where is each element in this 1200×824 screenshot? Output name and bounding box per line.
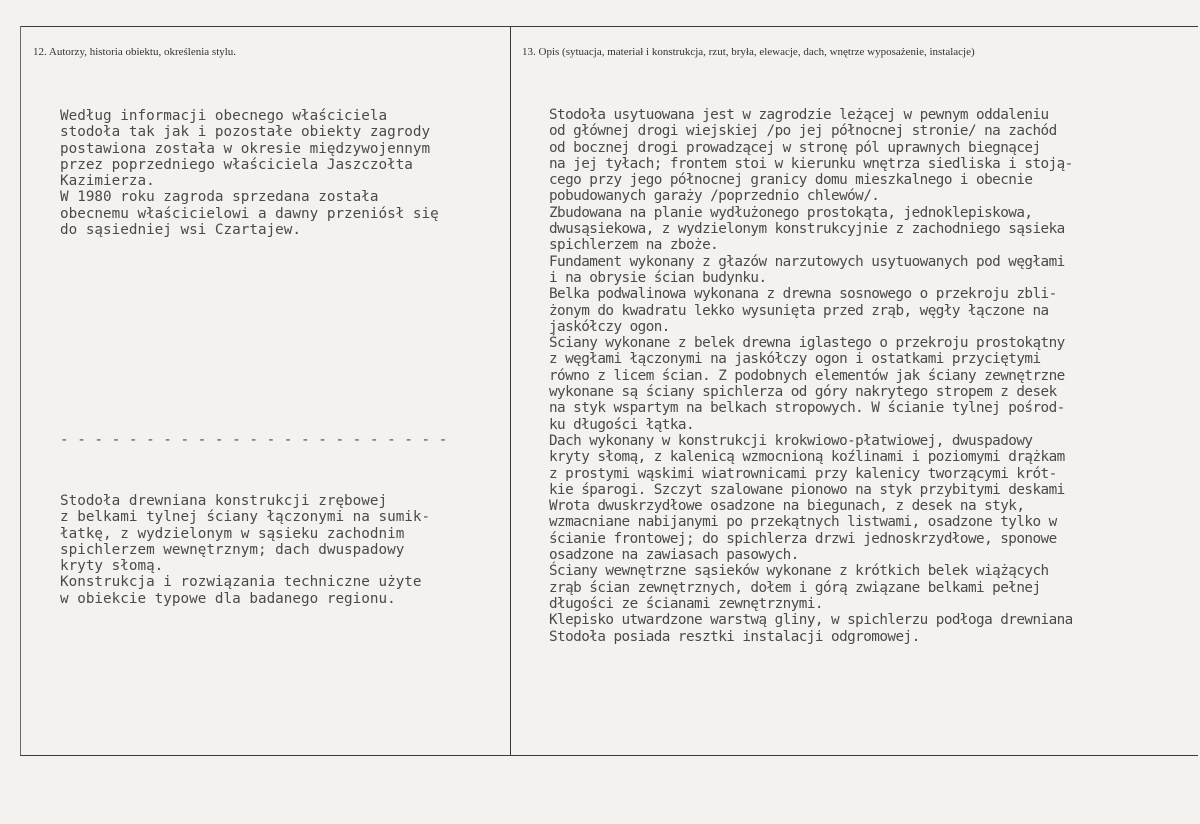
text-line: żonym do kwadratu lekko wysunięta przed zrąb, węgły łączone na [549,302,1049,319]
text-line: kie śparogi. Szczyt szalowane pionowo na styk przybitymi deskami [549,481,1065,498]
text-line: Ściany wykonane z belek drewna iglastego o przekroju prostokątny [549,335,1065,352]
text-line: od bocznej drogi prowadzącej w stronę pól uprawnych biegnącej [549,139,1041,156]
text-line: na jej tyłach; frontem stoi w kierunku wnętrza siedliska i stoją- [549,155,1073,172]
style-summary-text [60,493,430,607]
text-line: spichlerzem na zboże. [549,237,719,254]
text-line: do sąsiedniej wsi Czartajew. [60,222,302,239]
text-line: Kazimierza. [60,173,155,190]
text-line: osadzone na zawiasach pasowych. [549,547,799,564]
text-line: wzmacniane nabijanymi po przekątnych listwami, osadzone tylko w [549,514,1057,531]
section-13-heading: 13. Opis (sytuacja, materiał i konstrukcja, rzut, bryła, elewacje, dach, wnętrze wyposażenie, instalacje) [522,46,975,58]
text-line: kryty słomą, z kalenicą wzmocnioną koźlinami i poziomymi drążkam [549,449,1065,466]
column-divider [510,26,511,755]
text-line: postawiona została w okresie międzywojennym [60,140,431,157]
text-line: od głównej drogi wiejskiej /po jej północnej stronie/ na zachód [549,123,1057,140]
text-line: Stodoła drewniana konstrukcji zrębowej [60,493,388,509]
history-text [60,108,439,238]
text-line: z węgłami łączonymi na jaskółczy ogon i ostatkami przyciętymi [549,351,1041,368]
text-line: przez poprzedniego właściciela Jaszczołta [60,156,413,173]
text-line: Według informacji obecnego właściciela [60,108,388,124]
bottom-rule [20,755,1198,756]
description-text [549,107,1073,645]
text-line: Dach wykonany w konstrukcji krokwiowo-płatwiowej, dwuspadowy [549,432,1033,449]
text-line: dwusąsiekowa, z wydzielonym konstrukcyjnie z zachodniego sąsieka [549,221,1065,238]
text-line: długości ze ścianami zewnętrznymi. [549,595,823,612]
text-line: zrąb ścian zewnętrznych, dołem i górą związane belkami pełnej [549,579,1041,596]
text-line: Zbudowana na planie wydłużonego prostokąta, jednoklepiskowa, [549,204,1033,221]
text-line: Fundament wykonany z głazów narzutowych usytuowanych pod węgłami [549,253,1065,270]
text-line: jaskółczy ogon. [549,318,670,335]
text-line: stodoła tak jak i pozostałe obiekty zagrody [60,124,431,141]
text-line: spichlerzem wewnętrznym; dach dwuspadowy [60,541,405,558]
text-line: ścianie frontowej; do spichlerza drzwi jednoskrzydłowe, sponowe [549,530,1057,547]
text-line: Stodoła posiada resztki instalacji odgromowej. [549,628,920,645]
dashed-separator: - - - - - - - - - - - - - - - - - - - - - - - [60,432,448,448]
left-border [20,26,21,755]
text-line: Wrota dwuskrzydłowe osadzone na biegunach, z desek na styk, [549,498,1025,515]
text-line: wykonane są ściany spichlerza od góry nakrytego stropem z desek [549,384,1057,401]
text-line: i na obrysie ścian budynku. [549,269,767,286]
top-rule [20,26,1198,27]
text-line: ku długości łątka. [549,416,695,433]
section-12-heading: 12. Autorzy, historia obiektu, określenia stylu. [33,46,237,58]
text-line: pobudowanych garaży /poprzednio chlewów/. [549,188,880,205]
text-line: cego przy jego północnej granicy domu mieszkalnego i obecnie [549,172,1033,189]
text-line: kryty słomą. [60,558,164,575]
text-line: łatkę, z wydzielonym w sąsieku zachodnim [60,525,405,542]
text-line: równo z licem ścian. Z podobnych elementów jak ściany zewnętrzne [549,367,1065,384]
text-line: Klepisko utwardzone warstwą gliny, w spichlerzu podłoga drewniana [549,612,1073,629]
text-line: Konstrukcja i rozwiązania techniczne użyte [60,574,422,591]
text-line: z belkami tylnej ściany łączonymi na sumik- [60,509,431,526]
text-line: z prostymi wąskimi wiatrownicami przy kalenicy tworzącymi krót- [549,465,1057,482]
text-line: Ściany wewnętrzne sąsieków wykonane z krótkich belek wiążących [549,563,1049,580]
text-line: W 1980 roku zagroda sprzedana została [60,189,379,206]
text-line: obecnemu właścicielowi a dawny przeniósł się [60,205,439,222]
text-line: Stodoła usytuowana jest w zagrodzie leżącej w pewnym oddaleniu [549,107,1049,123]
text-line: w obiekcie typowe dla badanego regionu. [60,590,396,607]
text-line: na styk wspartym na belkach stropowych. W ścianie tylnej pośrod- [549,400,1065,417]
text-line: Belka podwalinowa wykonana z drewna sosnowego o przekroju zbli- [549,286,1057,303]
